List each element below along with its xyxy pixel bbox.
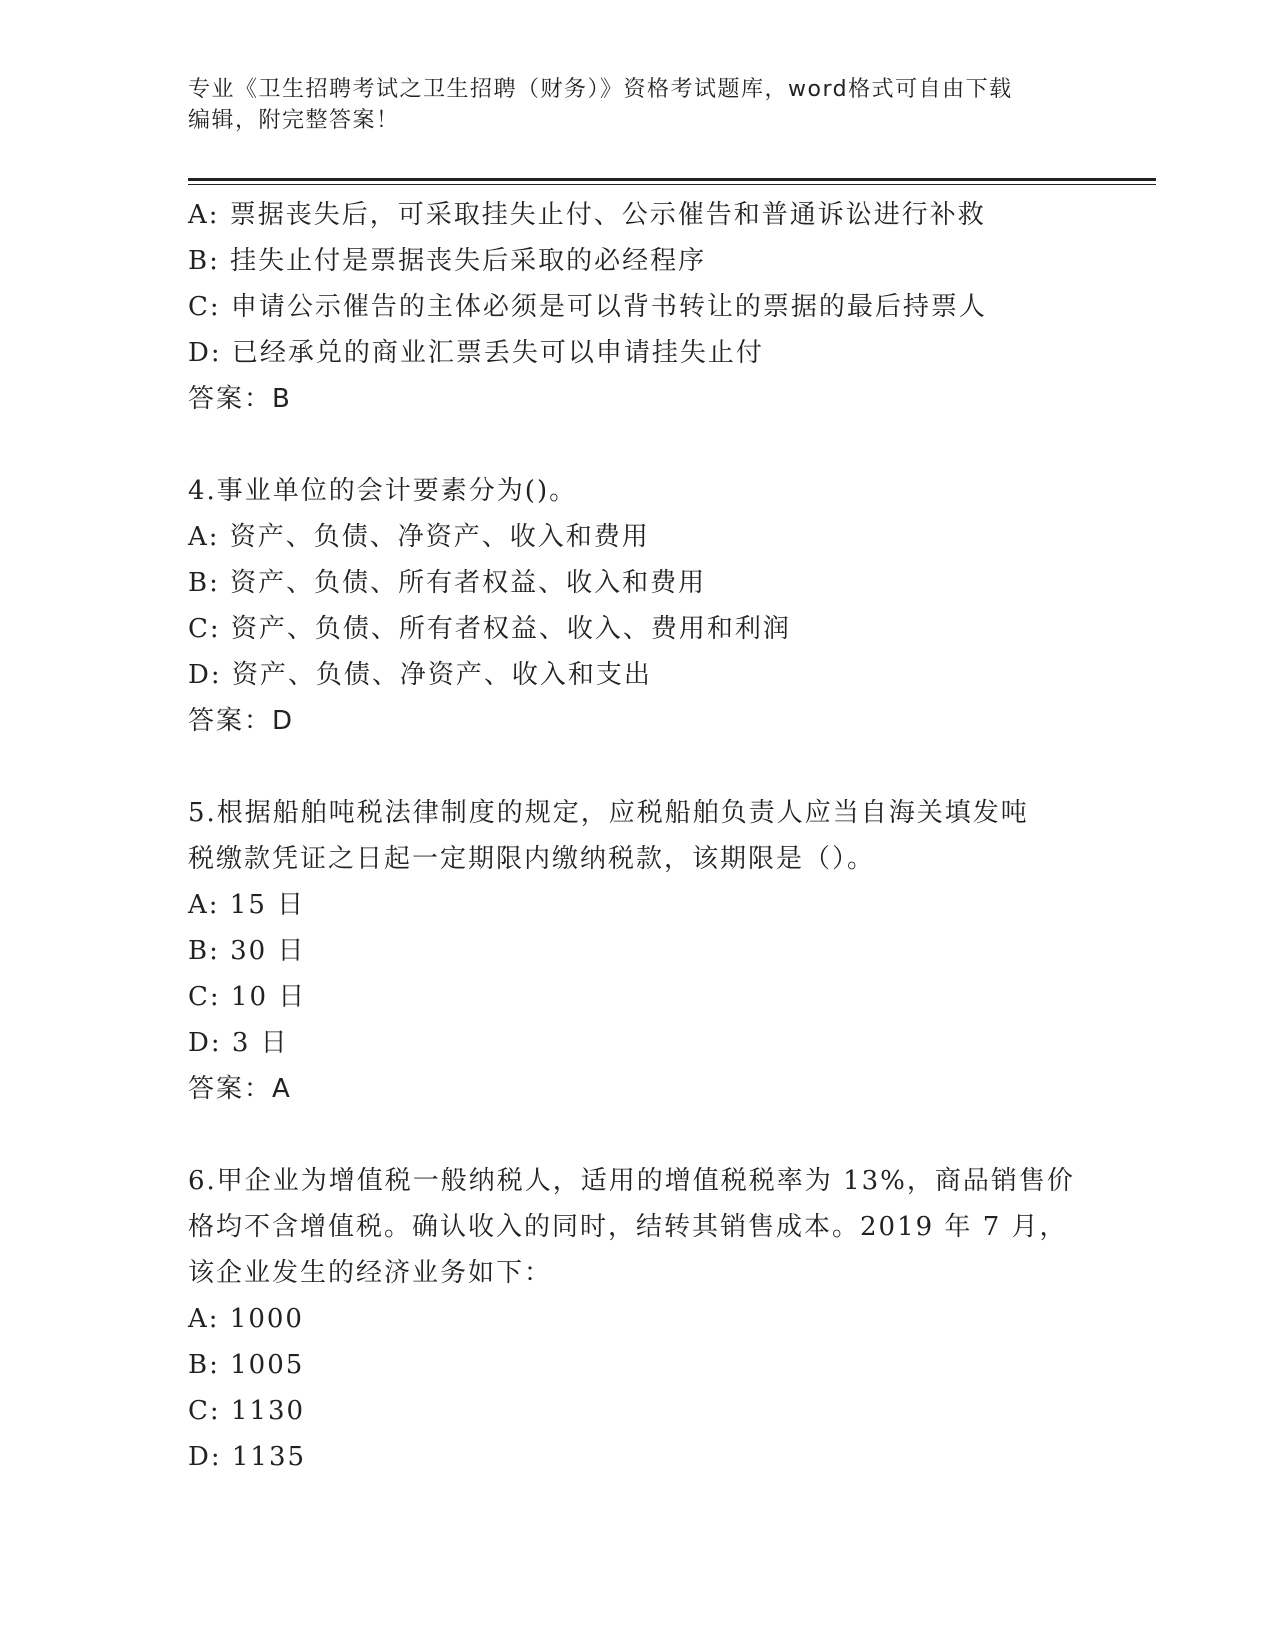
spacer xyxy=(188,422,1088,468)
question-text-line-1: 6.甲企业为增值税一般纳税人，适用的增值税税率为 13%，商品销售价 xyxy=(188,1166,1075,1196)
answer-line: 答案：B xyxy=(188,384,292,414)
option-a: A: 1000 xyxy=(188,1304,304,1334)
option-a: A: 资产、负债、净资产、收入和费用 xyxy=(188,522,650,552)
answer-line: 答案：A xyxy=(188,1074,292,1104)
question-list xyxy=(188,192,1088,1480)
option-c: C: 10 日 xyxy=(188,982,307,1012)
header-line-1: 专业《卫生招聘考试之卫生招聘（财务）》资格考试题库，word格式可自由下载 xyxy=(188,77,1013,102)
question-text-line-3: 该企业发生的经济业务如下： xyxy=(188,1258,553,1288)
answer-line: 答案：D xyxy=(188,706,295,736)
header-divider-thin xyxy=(188,184,1156,185)
question-text-line-1: 5.根据船舶吨税法律制度的规定，应税船舶负责人应当自海关填发吨 xyxy=(188,798,1029,828)
question-5 xyxy=(188,790,1088,1112)
option-b: B: 1005 xyxy=(188,1350,305,1380)
question-3 xyxy=(188,192,1088,422)
option-c: C: 1130 xyxy=(188,1396,306,1426)
option-c: C: 申请公示催告的主体必须是可以背书转让的票据的最后持票人 xyxy=(188,292,987,322)
question-text-line-2: 格均不含增值税。确认收入的同时，结转其销售成本。2019 年 7 月， xyxy=(188,1212,1068,1242)
option-d: D: 1135 xyxy=(188,1442,307,1472)
option-d: D: 资产、负债、净资产、收入和支出 xyxy=(188,660,652,690)
question-4 xyxy=(188,468,1088,744)
option-d: D: 已经承兑的商业汇票丢失可以申请挂失止付 xyxy=(188,338,764,368)
option-a: A: 票据丧失后，可采取挂失止付、公示催告和普通诉讼进行补救 xyxy=(188,200,986,230)
question-text: 4.事业单位的会计要素分为()。 xyxy=(188,476,578,506)
option-b: B: 30 日 xyxy=(188,936,306,966)
option-a: A: 15 日 xyxy=(188,890,306,920)
header-line-2: 编辑，附完整答案！ xyxy=(188,108,400,133)
option-b: B: 资产、负债、所有者权益、收入和费用 xyxy=(188,568,707,598)
document-header xyxy=(188,74,1068,136)
option-d: D: 3 日 xyxy=(188,1028,289,1058)
spacer xyxy=(188,1112,1088,1158)
question-6 xyxy=(188,1158,1088,1480)
header-divider-thick xyxy=(188,178,1156,181)
option-b: B: 挂失止付是票据丧失后采取的必经程序 xyxy=(188,246,707,276)
option-c: C: 资产、负债、所有者权益、收入、费用和利润 xyxy=(188,614,791,644)
question-text-line-2: 税缴款凭证之日起一定期限内缴纳税款，该期限是（）。 xyxy=(188,844,876,874)
spacer xyxy=(188,744,1088,790)
